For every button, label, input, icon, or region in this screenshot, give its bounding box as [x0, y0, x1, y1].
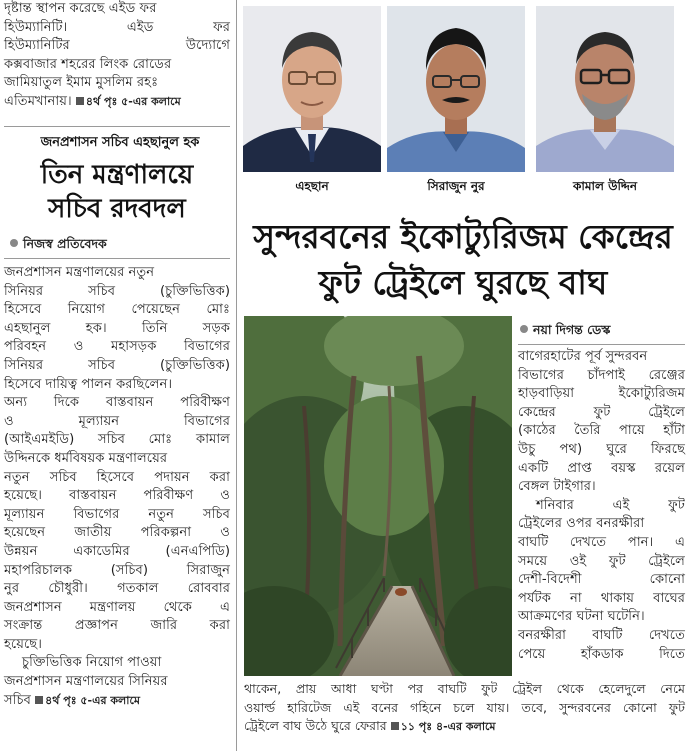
square-bullet-icon: [391, 722, 399, 730]
text-line-fragment: সচিব: [4, 692, 31, 708]
text-line: আক্রমণের ঘটনা ঘটেনি।: [518, 609, 645, 625]
bullet-icon: [520, 325, 528, 333]
secretary-headline: [4, 158, 230, 226]
text-line: জনপ্রশাসন মন্ত্রণালয়ের নতুন: [4, 265, 155, 280]
secretary-body: [4, 264, 230, 710]
text-line: বাগেরহাটের পূর্ব সুন্দরবন: [518, 349, 648, 364]
text-line: উদ্দিনকে ধর্মবিষয়ক মন্ত্রণালয়ের: [4, 450, 168, 466]
text-line: নতুন সচিব হিসেবে পদায়ন করা: [4, 469, 230, 485]
text-line: [244, 717, 685, 737]
text-line: সময়ে ওই ফুট ট্রেইলে: [518, 553, 685, 569]
continuation-ref: ৪র্থ পৃঃ ৫-এর কলামে: [76, 95, 181, 108]
left-top-text: [4, 0, 230, 112]
text-line: ট্রেইলের ওপর বনরক্ষীরা: [518, 516, 645, 532]
text-line: হয়েছেন জাতীয় পরিকল্পনা ও: [4, 525, 230, 541]
text-line: হাড়বাড়িয়া ইকোট্যুরিজম: [518, 386, 685, 402]
text-line: হিউম্যানিটির উদ্যোগে: [4, 38, 230, 54]
text-line: একটি প্রাপ্ত বয়স্ক রয়েল: [518, 460, 685, 476]
headline-line: সুন্দরবনের ইকোট্যুরিজম কেন্দ্রের: [253, 217, 673, 256]
portrait-photo: [536, 6, 674, 172]
text-line: জনপ্রশাসন মন্ত্রণালয় থেকে এ: [4, 599, 230, 615]
text-line: [4, 93, 230, 112]
continuation-ref: ৪র্থ পৃঃ ৫-এর কলামে: [35, 694, 140, 707]
text-line: বেঙ্গল টাইগার।: [518, 479, 596, 495]
left-section-divider: [4, 126, 230, 127]
tiger-headline: [243, 214, 683, 306]
text-line: পরিবহন ও মহাসড়ক বিভাগের: [4, 339, 230, 355]
headline-line: সচিব রদবদল: [48, 194, 186, 224]
continuation-ref: ১১ পৃঃ ৪-এর কলামে: [391, 720, 496, 733]
text-line: উন্নয়ন একাডেমির (এনএপিডি): [4, 543, 230, 559]
forest-trail-photo: [244, 316, 512, 676]
text-line: সিনিয়র সচিব (চুক্তিভিত্তিক): [4, 283, 230, 299]
text-line: (আইএমইডি) সচিব মোঃ কামাল: [4, 432, 230, 448]
text-line: (কাঠের তৈরি পায়ে হাঁটা: [518, 423, 685, 439]
person-icon: [387, 6, 525, 172]
headline-line: তিন মন্ত্রণালয়ে: [40, 160, 194, 190]
portrait-caption: কামাল উদ্দিন: [573, 179, 637, 193]
square-bullet-icon: [35, 696, 43, 704]
text-line: হয়েছে।: [4, 636, 43, 652]
text-line: পর্যটক না থাকায় বাঘের: [518, 590, 685, 606]
text-line: হয়েছে। বাস্তবায়ন পরিবীক্ষণ ও: [4, 488, 230, 504]
text-line: বিভাগের চাঁদপাই রেঞ্জের: [518, 367, 685, 383]
text-line: মূল্যায়ন বিভাগের নতুন সচিব: [4, 506, 230, 522]
text-line: নুর চৌধুরী। গতকাল রোববার: [4, 581, 230, 597]
square-bullet-icon: [76, 97, 84, 105]
text-line: কেন্দ্রের ফুট ট্রেইলে: [518, 404, 685, 420]
text-line: সংক্রান্ত প্রজ্ঞাপন জারি করা: [4, 618, 230, 634]
headline-line: ফুট ট্রেইলে ঘুরছে বাঘ: [318, 263, 608, 302]
text-line: হিসেবে নিয়োগ পেয়েছেন মোঃ: [4, 302, 230, 318]
bullet-icon: [10, 239, 18, 247]
text-line: চুক্তিভিত্তিক নিয়োগ পাওয়া: [22, 655, 162, 671]
byline-divider: [4, 258, 230, 259]
text-line-fragment: এতিমখানায়।: [4, 93, 72, 109]
text-line: বনরক্ষীরা বাঘটি দেখতে: [518, 627, 685, 643]
text-line: সিনিয়র সচিব (চুক্তিভিত্তিক): [4, 357, 230, 373]
text-line: জনপ্রশাসন মন্ত্রণালয়ের সিনিয়র: [4, 674, 168, 690]
text-line: [4, 692, 230, 711]
text-line: বাঘটি দেখতে পান। এ: [518, 534, 685, 550]
portrait-caption: সিরাজুন নুর: [427, 179, 485, 193]
person-icon: [536, 6, 674, 172]
text-line: অন্য দিকে বাস্তবায়ন পরিবীক্ষণ: [4, 395, 230, 411]
tiger-byline: নয়া দিগন্ত ডেস্ক: [520, 322, 610, 342]
tiger-body-right: [518, 348, 685, 664]
text-line: ওয়ার্ল্ড হারিটেজ এই বনের গহিনে চলে যায়। তবে, সুন্দরবনের কোনো ফুট: [244, 699, 685, 715]
person-icon: [243, 6, 381, 172]
secretary-kicker: জনপ্রশাসন সচিব এহছানুল হক: [40, 135, 200, 150]
forest-trail-image: [244, 316, 512, 676]
secretary-byline: নিজস্ব প্রতিবেদক: [10, 236, 107, 256]
text-line: হিউম্যানিটি। এইড ফর: [4, 19, 230, 35]
text-line: পেয়ে হাঁকডাক দিতে: [518, 646, 685, 662]
text-line: মহাপরিচালক (সচিব) সিরাজুন: [4, 562, 230, 578]
text-line: শনিবার এই ফুট: [536, 497, 685, 513]
text-line: কক্সবাজার শহরের লিংক রোডের: [4, 56, 172, 72]
tiger-body-bottom: [244, 680, 685, 737]
text-line: উচু পথ) ঘুরে ফিরছে: [518, 441, 685, 457]
text-line: এহছানুল হক। তিনি সড়ক: [4, 320, 230, 336]
column-divider: [236, 0, 237, 751]
text-line: দেশী-বিদেশী কোনো: [518, 572, 685, 588]
text-line: জামিয়াতুল ইমাম মুসলিম রহঃ: [4, 75, 159, 91]
portrait-caption: এহছান: [295, 179, 329, 193]
text-line: হিসেবে দায়িত্ব পালন করছিলেন।: [4, 376, 173, 392]
portrait-photo: [387, 6, 525, 172]
text-line-fragment: ট্রেইলে বাঘ উঠে ঘুরে ফেরার: [244, 718, 387, 734]
byline-divider: [518, 344, 685, 345]
text-line: থাকেন, প্রায় আধা ঘণ্টা পর বাঘটি ফুট ট্রেইল থেকে হেলেদুলে নেমে: [244, 681, 685, 696]
text-line: দৃষ্টান্ত স্থাপন করেছে এইড ফর: [4, 1, 157, 16]
text-line: ও মূল্যায়ন বিভাগের: [4, 413, 230, 429]
portrait-photo: [243, 6, 381, 172]
